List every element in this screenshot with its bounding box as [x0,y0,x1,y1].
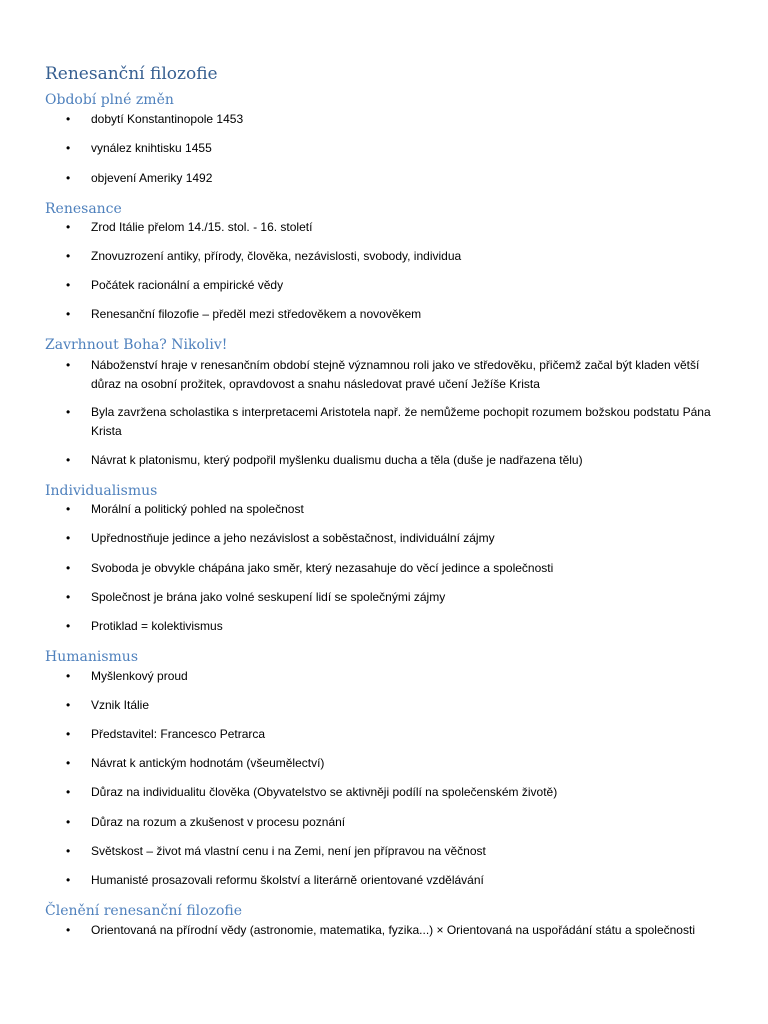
list-item-text: Náboženství hraje v renesančním období stejně významnou roli jako ve středověku, přičemž začal být kladen větší důraz na osobní prožitek, opravdovost a snahu následovat pravé učení Ježíše Krista [91,358,700,391]
bullet-icon: • [66,669,71,683]
bullet-icon: • [66,785,71,799]
section-heading: Renesance [45,201,122,217]
list-item-text: Počátek racionální a empirické vědy [91,278,284,292]
list-item-text: Upřednostňuje jedince a jeho nezávislost a soběstačnost, individuální zájmy [91,531,495,545]
bullet-icon: • [66,561,71,575]
list-item-text: Představitel: Francesco Petrarca [91,727,266,741]
section-heading: Humanismus [45,649,139,665]
list-item-text: Protiklad = kolektivismus [91,619,223,633]
list-item-text: Myšlenkový proud [91,669,188,683]
section-heading: Individualismus [45,483,158,499]
list-item-text: Návrat k antickým hodnotám (všeumělectví) [91,756,325,770]
bullet-icon: • [66,727,71,741]
bullet-icon: • [66,844,71,858]
bullet-icon: • [66,531,71,545]
list-item-text: Zrod Itálie přelom 14./15. stol. - 16. století [91,220,313,234]
bullet-icon: • [66,815,71,829]
list-item-text: objevení Ameriky 1492 [91,171,213,185]
document-title: Renesanční filozofie [45,64,218,84]
list-item-text: Návrat k platonismu, který podpořil myšlenku dualismu ducha a těla (duše je nadřazena tělu) [91,453,583,467]
list-item-text: Společnost je brána jako volné seskupení lidí se společnými zájmy [91,590,446,604]
bullet-icon: • [66,249,71,263]
list-item-text: Světskost – život má vlastní cenu i na Zemi, není jen přípravou na věčnost [91,844,486,858]
bullet-icon: • [66,112,71,126]
bullet-icon: • [66,278,71,292]
bullet-icon: • [66,923,71,937]
list-item-text: dobytí Konstantinopole 1453 [91,112,244,126]
bullet-icon: • [66,502,71,516]
section-heading: Zavrhnout Boha? Nikoliv! [45,337,228,353]
list-item-text: Morální a politický pohled na společnost [91,502,304,516]
bullet-icon: • [66,358,71,372]
section-heading: Členění renesanční filozofie [45,903,243,919]
list-item-text: vynález knihtisku 1455 [91,141,212,155]
list-item-text: Orientovaná na přírodní vědy (astronomie, matematika, fyzika...) × Orientovaná na uspořádání státu a společnosti [91,923,695,937]
list-item-text: Důraz na rozum a zkušenost v procesu poznání [91,815,346,829]
list-item-text: Humanisté prosazovali reformu školství a literárně orientované vzdělávání [91,873,484,887]
bullet-icon: • [66,405,71,419]
bullet-icon: • [66,453,71,467]
bullet-icon: • [66,171,71,185]
bullet-icon: • [66,698,71,712]
list-item-text: Znovuzrození antiky, přírody, člověka, nezávislosti, svobody, individua [91,249,462,263]
list-item-text: Důraz na individualitu člověka (Obyvatelstvo se aktivněji podílí na společenském životě) [91,785,558,799]
bullet-icon: • [66,619,71,633]
bullet-icon: • [66,756,71,770]
list-item-text: Renesanční filozofie – předěl mezi středověkem a novověkem [91,307,422,321]
list-item-text: Svoboda je obvykle chápána jako směr, který nezasahuje do věcí jedince a společnosti [91,561,554,575]
list-item-text: Vznik Itálie [91,698,150,712]
bullet-icon: • [66,220,71,234]
bullet-icon: • [66,307,71,321]
bullet-icon: • [66,590,71,604]
bullet-icon: • [66,141,71,155]
bullet-icon: • [66,873,71,887]
section-heading: Období plné změn [45,92,174,108]
list-item-text: Byla zavržena scholastika s interpretacemi Aristotela např. že nemůžeme pochopit rozumem božskou podstatu Pána Krista [91,405,711,438]
